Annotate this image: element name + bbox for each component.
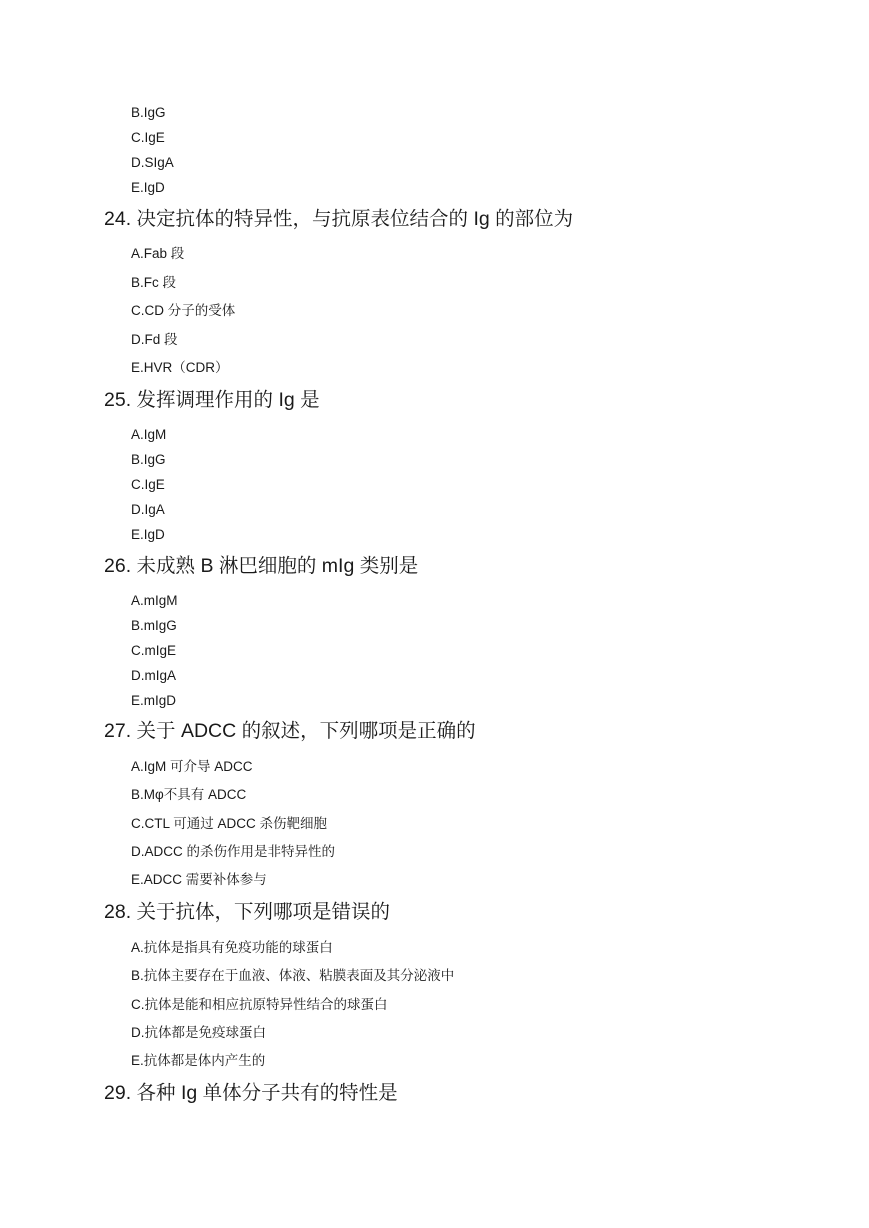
option-e: E.ADCC 需要补体参与 — [131, 872, 267, 887]
option-c: C.IgE — [131, 130, 165, 145]
question-number: 29. — [104, 1082, 132, 1104]
option-d: D.抗体都是免疫球蛋白 — [131, 1025, 266, 1040]
option-d: D.Fd 段 — [131, 332, 178, 347]
option-e: E.抗体都是体内产生的 — [131, 1053, 266, 1068]
question-number: 25. — [104, 389, 132, 411]
question-text: 发挥调理作用的 Ig 是 — [136, 389, 320, 411]
option-d: D.IgA — [131, 502, 165, 517]
question-number: 27. — [104, 720, 132, 742]
option-a: A.IgM — [131, 427, 167, 442]
option-a: A.Fab 段 — [131, 246, 185, 261]
question-28 — [104, 900, 390, 924]
question-27 — [104, 719, 476, 743]
option-e: E.IgD — [131, 180, 165, 195]
question-text: 各种 Ig 单体分子共有的特性是 — [136, 1082, 398, 1104]
option-c: C.CD 分子的受体 — [131, 303, 236, 318]
option-a: A.抗体是指具有免疫功能的球蛋白 — [131, 940, 333, 955]
option-a: A.mIgM — [131, 593, 178, 608]
question-number: 28. — [104, 901, 132, 923]
question-text: 未成熟 B 淋巴细胞的 mIg 类别是 — [136, 555, 419, 577]
question-29 — [104, 1081, 398, 1105]
option-c: C.IgE — [131, 477, 165, 492]
option-b: B.Mφ不具有 ADCC — [131, 787, 247, 802]
question-text: 决定抗体的特异性，与抗原表位结合的 Ig 的部位为 — [136, 208, 574, 230]
question-25 — [104, 388, 320, 412]
option-c: C.mIgE — [131, 643, 177, 658]
option-e: E.IgD — [131, 527, 165, 542]
question-text: 关于抗体，下列哪项是错误的 — [136, 901, 391, 923]
option-d: D.mIgA — [131, 668, 177, 683]
option-b: B.IgG — [131, 452, 166, 467]
question-number: 24. — [104, 208, 132, 230]
option-c: C.抗体是能和相应抗原特异性结合的球蛋白 — [131, 997, 388, 1012]
option-b: B.IgG — [131, 105, 166, 120]
option-c: C.CTL 可通过 ADCC 杀伤靶细胞 — [131, 816, 328, 831]
option-b: B.抗体主要存在于血液、体液、粘膜表面及其分泌液中 — [131, 968, 455, 983]
question-24 — [104, 207, 573, 231]
option-d: D.ADCC 的杀伤作用是非特异性的 — [131, 844, 336, 859]
option-e: E.HVR（CDR） — [131, 360, 229, 375]
option-b: B.mIgG — [131, 618, 177, 633]
question-number: 26. — [104, 555, 132, 577]
question-text: 关于 ADCC 的叙述，下列哪项是正确的 — [136, 720, 476, 742]
option-e: E.mIgD — [131, 693, 177, 708]
option-a: A.IgM 可介导 ADCC — [131, 759, 253, 774]
question-26 — [104, 554, 418, 578]
option-b: B.Fc 段 — [131, 275, 177, 290]
option-d: D.SIgA — [131, 155, 174, 170]
